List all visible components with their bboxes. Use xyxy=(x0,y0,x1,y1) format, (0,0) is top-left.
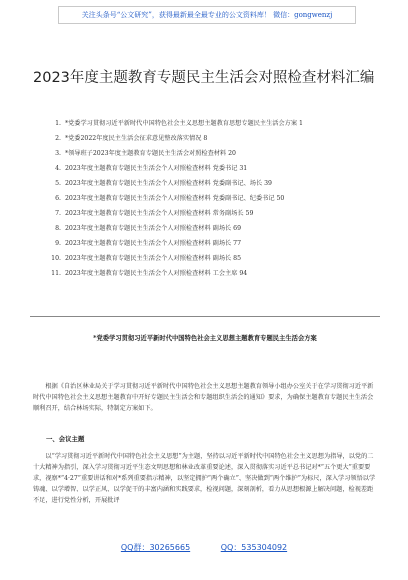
toc-item-text: 2023年度主题教育专题民主生活会个人对照检查材料 党委书记 31 xyxy=(65,165,248,172)
toc-item-number: 7. xyxy=(55,210,61,217)
footer-qq[interactable]: QQ：535304092 xyxy=(220,543,288,552)
toc-item-text: 2023年度主题教育专题民主生活会个人对照检查材料 副场长 85 xyxy=(65,255,242,262)
toc-item-number: 3. xyxy=(55,150,61,157)
toc-item-text: 2023年度主题教育专题民主生活会个人对照检查材料 党委副书记、场长 39 xyxy=(65,180,272,187)
toc-item[interactable] xyxy=(33,148,378,159)
toc-item[interactable] xyxy=(33,238,378,249)
toc-item-number: 11. xyxy=(51,270,61,277)
toc-item-text: 2023年度主题教育专题民主生活会个人对照检查材料 常务副场长 59 xyxy=(65,210,254,217)
toc-item[interactable] xyxy=(33,193,378,204)
toc-item[interactable] xyxy=(33,268,378,279)
footer-qq-group[interactable]: QQ群：30265665 xyxy=(120,543,191,552)
toc-item[interactable] xyxy=(33,163,378,174)
toc-item-number: 8. xyxy=(55,225,61,232)
toc-item-number: 10. xyxy=(51,255,61,262)
toc-item-number: 4. xyxy=(55,165,61,172)
divider xyxy=(30,316,380,317)
toc-item-text: *领导班子2023年度主题教育专题民主生活会对照检查材料 20 xyxy=(65,150,236,157)
toc-item[interactable] xyxy=(33,133,378,144)
toc-item-text: *党委学习贯彻习近平新时代中国特色社会主义思想主题教育思想专题民主生活会方案 1 xyxy=(65,120,303,127)
toc-item-number: 1. xyxy=(55,120,61,127)
toc-item[interactable] xyxy=(33,223,378,234)
toc-item[interactable] xyxy=(33,253,378,264)
section-title: *党委学习贯彻习近平新时代中国特色社会主义思想主题教育专题民主生活会方案 xyxy=(93,335,317,342)
toc-item-text: 2023年度主题教育专题民主生活会个人对照检查材料 副场长 77 xyxy=(65,240,242,247)
toc-item[interactable] xyxy=(33,178,378,189)
paragraph: 根据《自治区林业局关于学习贯彻习近平新时代中国特色社会主义思想主题教育领导小组办公室关于在学习贯彻习近平新时代中国特色社会主义思想主题教育中开好专题民主生活会和专题组织生活会的通知》要求，为确保主题教育专题民主生活会顺利召开，结合林场实际，特制定方案如下。 xyxy=(33,383,374,412)
paragraph: 以“学习贯彻习近平新时代中国特色社会主义思想”为主题，坚持以习近平新时代中国特色社会主义思想为指导，以党的二十大精神为指引，深入学习贯彻习近平生态文明思想和林业改革重要论述，深入贯彻落实习近平总书记对*“五个更大”重要要求，视察*“4·27”重要讲话和对*系列重要指示精神，以坚定拥护“两个确立”、坚决做到“两个维护”为标尺，深入学习领悟以学铸魂、以学增智、以学正风、以学促干的丰富内涵和实践要求，检视问题，深刻剖析，看力从思想根源上解决问题，检视差距不足，进行党性分析，开展批评 xyxy=(33,453,376,504)
toc-item[interactable] xyxy=(33,118,378,129)
toc-item-number: 6. xyxy=(55,195,61,202)
toc-item-number: 5. xyxy=(55,180,61,187)
table-of-contents xyxy=(33,118,378,283)
toc-item[interactable] xyxy=(33,208,378,219)
toc-item-text: 2023年度主题教育专题民主生活会个人对照检查材料 党委副书记、纪委书记 50 xyxy=(65,195,285,202)
top-banner[interactable]: 关注头条号“公文研究”，获得最新最全最专业的公文资料库！ 微信：gongwenzj xyxy=(58,6,356,24)
toc-item-number: 2. xyxy=(55,135,61,142)
toc-item-number: 9. xyxy=(55,240,61,247)
heading: 一、会议主题 xyxy=(46,435,85,443)
toc-item-text: 2023年度主题教育专题民主生活会个人对照检查材料 工会主席 94 xyxy=(65,270,248,277)
footer xyxy=(0,542,408,553)
toc-item-text: *党委2022年度民主生活会征求意见整改落实情况 8 xyxy=(65,135,208,142)
toc-item-text: 2023年度主题教育专题民主生活会个人对照检查材料 副场长 69 xyxy=(65,225,242,232)
document-title: 2023年度主题教育专题民主生活会对照检查材料汇编 xyxy=(33,70,375,86)
